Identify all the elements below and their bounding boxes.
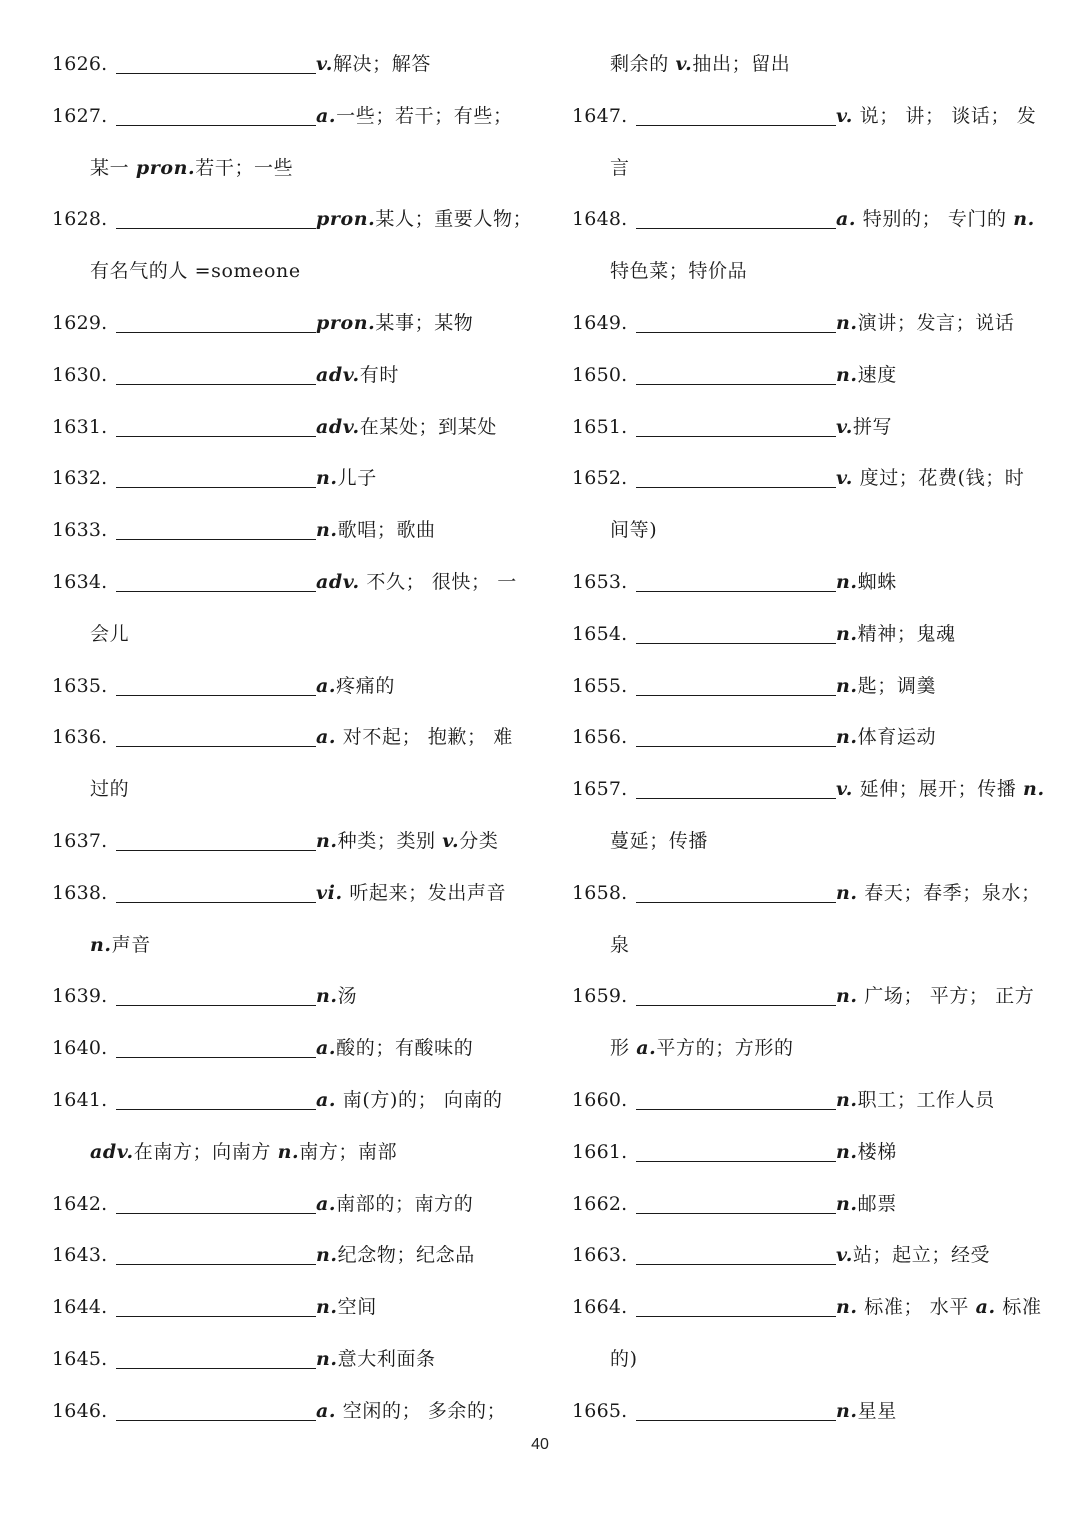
answer-blank[interactable] (636, 694, 836, 696)
definition-text: 抽出；留出 (692, 53, 791, 75)
part-of-speech: n. (836, 1088, 858, 1111)
answer-blank[interactable] (636, 745, 836, 747)
part-of-speech: n. (90, 933, 112, 956)
answer-blank[interactable] (636, 1004, 836, 1006)
definition (836, 571, 897, 593)
entry-number: 1629. (52, 311, 108, 334)
definition-text: 站；起立；经受 (852, 1244, 991, 1267)
definition-text: 会儿 (90, 622, 130, 645)
definition-text: 特色菜；特价品 (610, 260, 748, 283)
definition (836, 364, 897, 386)
vocab-entry (572, 868, 1042, 920)
part-of-speech: adv. (316, 570, 360, 593)
entry-number: 1633. (52, 519, 108, 542)
part-of-speech: pron. (135, 156, 196, 179)
definition-continuation (572, 1023, 1042, 1075)
entry-number: 1637. (52, 829, 108, 852)
definition-text: 演讲；发言；说话 (857, 311, 1015, 334)
definition-text: 的) (610, 1347, 638, 1370)
part-of-speech: v. (836, 415, 853, 438)
definition-continuation (52, 609, 522, 661)
part-of-speech: n. (1023, 778, 1045, 801)
definition-text: 某事；某物 (375, 311, 474, 334)
vocab-entry (52, 298, 522, 350)
part-of-speech: adv. (90, 1140, 134, 1163)
answer-blank[interactable] (116, 745, 316, 747)
definition-text: 间等) (610, 519, 658, 542)
definition-text: 意大利面条 (337, 1347, 436, 1370)
entry-number: 1647. (572, 104, 628, 127)
vocab-entry (52, 1023, 522, 1075)
vocab-entry (52, 350, 522, 402)
definition-text: 分类 (459, 829, 499, 852)
entry-number: 1648. (572, 208, 628, 231)
entry-number: 1655. (572, 674, 628, 697)
entry-number: 1636. (52, 726, 108, 749)
part-of-speech: v. (836, 104, 853, 127)
definition-text: 春天；春季；泉水； (857, 881, 1041, 904)
definition (836, 416, 892, 438)
part-of-speech: v. (836, 467, 853, 490)
definition (316, 105, 513, 127)
definition-continuation (572, 1334, 1042, 1386)
definition (316, 1348, 436, 1370)
part-of-speech: n. (316, 985, 338, 1008)
vocab-entry (52, 557, 522, 609)
entry-number: 1651. (572, 415, 628, 438)
entry-number: 1641. (52, 1088, 108, 1111)
definition-text: 汤 (337, 985, 358, 1008)
definition (316, 1296, 377, 1318)
definition-text: 某人；重要人物； (375, 208, 533, 231)
entry-number: 1664. (572, 1296, 628, 1319)
definition-text: 有时 (359, 363, 399, 386)
answer-blank[interactable] (116, 1108, 316, 1110)
right-column (572, 39, 1045, 1438)
definition-text: 某一 (90, 156, 136, 179)
vocab-entry (572, 350, 1042, 402)
definition (836, 726, 936, 748)
definition (836, 1141, 897, 1163)
entry-number: 1634. (52, 570, 108, 593)
vocab-entry (52, 816, 522, 868)
vocab-entry (52, 1282, 522, 1334)
definition-text: 职工；工作人员 (857, 1088, 995, 1111)
part-of-speech: n. (836, 1399, 858, 1422)
vocab-entry (52, 1075, 522, 1127)
vocab-entry (572, 91, 1042, 143)
definition-text: 歌唱；歌曲 (337, 519, 436, 542)
entry-number: 1663. (572, 1244, 628, 1267)
part-of-speech: n. (316, 829, 338, 852)
answer-blank[interactable] (636, 124, 836, 126)
answer-blank[interactable] (116, 1419, 316, 1421)
part-of-speech: n. (836, 985, 858, 1008)
answer-blank[interactable] (636, 590, 836, 592)
entry-number: 1660. (572, 1088, 628, 1111)
definition-text: 形 (610, 1037, 637, 1060)
definition (316, 1244, 475, 1266)
part-of-speech: adv. (316, 415, 360, 438)
entry-number: 1638. (52, 881, 108, 904)
answer-blank[interactable] (636, 1419, 836, 1421)
definition (836, 1193, 897, 1215)
answer-blank[interactable] (116, 849, 316, 851)
answer-blank[interactable] (116, 1004, 316, 1006)
vocab-entry (52, 505, 522, 557)
definition-text: 邮票 (857, 1192, 897, 1215)
part-of-speech: pron. (316, 208, 376, 231)
vocab-entry (572, 453, 1042, 505)
definition-text: 延伸；展开；传播 (852, 778, 1024, 801)
part-of-speech: n. (277, 1140, 300, 1163)
vocab-entry (572, 194, 1042, 246)
answer-blank[interactable] (116, 486, 316, 488)
definition-text: 蔓延；传播 (610, 829, 709, 852)
definition-text: 标准； 水平 (857, 1296, 976, 1319)
definition-continuation (52, 246, 522, 298)
answer-blank[interactable] (116, 331, 316, 333)
definition (316, 53, 431, 75)
vocab-entry (52, 1334, 522, 1386)
vocab-entry (572, 402, 1042, 454)
answer-blank[interactable] (636, 331, 836, 333)
definition (316, 1037, 473, 1059)
page-number: 40 (531, 1436, 549, 1453)
definition-text: 在南方；向南方 (133, 1140, 278, 1163)
vocab-entry (572, 712, 1042, 764)
definition (836, 985, 1034, 1007)
entry-number: 1628. (52, 208, 108, 231)
definition (836, 1400, 897, 1422)
vocab-entry (572, 1230, 1042, 1282)
entry-number: 1627. (52, 104, 108, 127)
definition (836, 1296, 1042, 1318)
answer-blank[interactable] (116, 1315, 316, 1317)
vocab-entry (572, 1075, 1042, 1127)
definition-text: 说； 讲； 谈话； 发 (852, 104, 1037, 127)
vocab-entry (572, 1127, 1042, 1179)
part-of-speech: a. (316, 104, 337, 127)
part-of-speech: n. (836, 1140, 858, 1163)
part-of-speech: a. (636, 1037, 657, 1060)
definition-text: 体育运动 (857, 726, 937, 749)
answer-blank[interactable] (636, 383, 836, 385)
part-of-speech: n. (836, 1296, 858, 1319)
vocab-entry (572, 1179, 1042, 1231)
entry-number: 1639. (52, 985, 108, 1008)
definition-continuation (52, 143, 522, 195)
part-of-speech: a. (316, 1192, 337, 1215)
definition-text: 南方；南部 (299, 1140, 398, 1163)
answer-blank[interactable] (116, 901, 316, 903)
part-of-speech: n. (836, 311, 858, 334)
entry-number: 1644. (52, 1296, 108, 1319)
definition (316, 208, 532, 230)
definition-text: 若干；一些 (195, 156, 294, 179)
answer-blank[interactable] (116, 538, 316, 540)
vocab-entry (52, 868, 522, 920)
vocab-entry (52, 194, 533, 246)
part-of-speech: v. (836, 1244, 853, 1267)
part-of-speech: v. (442, 829, 460, 852)
definition-text: 酸的；有酸味的 (336, 1037, 474, 1060)
definition (316, 1193, 473, 1215)
answer-blank[interactable] (636, 1263, 836, 1265)
entry-number: 1650. (572, 363, 628, 386)
vocab-entry (572, 1282, 1042, 1334)
entry-number: 1640. (52, 1037, 108, 1060)
definition-text: 一些；若干；有些； (336, 104, 513, 127)
answer-blank[interactable] (116, 1056, 316, 1058)
part-of-speech: a. (316, 1399, 337, 1422)
vocab-entry (572, 298, 1042, 350)
entry-number: 1635. (52, 674, 108, 697)
definition-text: 有名气的人 =someone (90, 260, 301, 283)
definition (316, 1089, 503, 1111)
definition (316, 675, 395, 697)
definition-text: 蜘蛛 (857, 570, 897, 593)
definition-text: 解决；解答 (332, 53, 431, 75)
part-of-speech: a. (836, 208, 857, 231)
answer-blank[interactable] (116, 1212, 316, 1214)
definition-text: 纪念物；纪念品 (337, 1244, 475, 1267)
definition (836, 312, 1014, 334)
vocab-entry (572, 609, 1042, 661)
answer-blank[interactable] (116, 694, 316, 696)
definition (836, 208, 1035, 230)
answer-blank[interactable] (636, 797, 836, 799)
answer-blank[interactable] (116, 1263, 316, 1265)
definition (316, 1400, 506, 1422)
definition (836, 623, 956, 645)
entry-number: 1643. (52, 1244, 108, 1267)
definition-text: 特别的； 专门的 (856, 208, 1014, 231)
answer-blank[interactable] (636, 486, 836, 488)
part-of-speech: v. (675, 53, 693, 75)
definition (316, 830, 498, 852)
part-of-speech: a. (316, 1088, 337, 1111)
definition-text: 空间 (337, 1296, 377, 1319)
entry-number: 1656. (572, 726, 628, 749)
definition-text: 儿子 (337, 467, 377, 490)
answer-blank[interactable] (636, 901, 836, 903)
part-of-speech: n. (836, 674, 858, 697)
part-of-speech: n. (836, 622, 858, 645)
definition-text: 广场； 平方； 正方 (857, 985, 1035, 1008)
entry-number: 1659. (572, 985, 628, 1008)
vocab-entry (572, 557, 1042, 609)
definition-text: 疼痛的 (336, 674, 395, 697)
part-of-speech: n. (836, 1192, 858, 1215)
part-of-speech: adv. (316, 363, 360, 386)
definition-text: 空闲的； 多余的； (336, 1399, 507, 1422)
vocab-entry (572, 971, 1042, 1023)
part-of-speech: n. (316, 467, 338, 490)
vocab-entry (52, 453, 522, 505)
definition (836, 467, 1024, 489)
entry-number: 1654. (572, 622, 628, 645)
answer-blank[interactable] (116, 1367, 316, 1369)
definition-text: 过的 (90, 778, 130, 801)
part-of-speech: n. (316, 1244, 338, 1267)
vocab-entry (572, 764, 1045, 816)
definition (316, 519, 436, 541)
definition-continuation (572, 816, 1042, 868)
definition-text: 南部的；南方的 (336, 1192, 474, 1215)
entry-number: 1645. (52, 1347, 108, 1370)
answer-blank[interactable] (636, 435, 836, 437)
part-of-speech: v. (836, 778, 853, 801)
entry-number: 1631. (52, 415, 108, 438)
part-of-speech: a. (316, 1037, 337, 1060)
answer-blank[interactable] (636, 1160, 836, 1162)
definition-text: 声音 (111, 933, 151, 956)
definition-text: 言 (610, 156, 630, 179)
entry-number: 1626. (52, 53, 108, 75)
definition-continuation (572, 246, 1042, 298)
vocab-entry (52, 971, 522, 1023)
part-of-speech: n. (316, 519, 338, 542)
answer-blank[interactable] (116, 72, 316, 74)
answer-blank[interactable] (636, 1212, 836, 1214)
definition-continuation (52, 1127, 522, 1179)
definition-text: 度过；花费(钱；时 (852, 467, 1025, 490)
definition-text: 听起来；发出声音 (342, 881, 507, 904)
entry-number: 1630. (52, 363, 108, 386)
entry-number: 1653. (572, 570, 628, 593)
answer-blank[interactable] (636, 642, 836, 644)
vocab-entry (52, 1386, 522, 1438)
part-of-speech: n. (836, 881, 858, 904)
part-of-speech: n. (836, 570, 858, 593)
definition-text: 星星 (857, 1399, 897, 1422)
definition-continuation (572, 920, 1042, 972)
entry-number: 1662. (572, 1192, 628, 1215)
definition (316, 467, 377, 489)
definition-text: 对不起； 抱歉； 难 (336, 726, 513, 749)
entry-number: 1661. (572, 1140, 628, 1163)
part-of-speech: a. (316, 726, 337, 749)
definition-text: 不久； 很快； 一 (359, 570, 517, 593)
entry-number: 1632. (52, 467, 108, 490)
definition-text: 剩余的 (610, 53, 676, 75)
definition-text: 种类；类别 (337, 829, 443, 852)
definition (836, 675, 936, 697)
part-of-speech: v. (316, 53, 333, 75)
part-of-speech: n. (836, 363, 858, 386)
definition-continuation (572, 505, 1042, 557)
entry-number: 1665. (572, 1399, 628, 1422)
answer-blank[interactable] (636, 227, 836, 229)
part-of-speech: n. (316, 1296, 338, 1319)
definition-text: 楼梯 (857, 1140, 897, 1163)
vocab-entry (52, 661, 522, 713)
answer-blank[interactable] (116, 124, 316, 126)
answer-blank[interactable] (116, 227, 316, 229)
definition-text: 在某处；到某处 (359, 415, 497, 438)
answer-blank[interactable] (116, 383, 316, 385)
answer-blank[interactable] (116, 590, 316, 592)
definition-text: 标准 (995, 1296, 1042, 1319)
vocab-entry (52, 402, 522, 454)
part-of-speech: n. (316, 1347, 338, 1370)
definition (316, 364, 399, 386)
entry-number: 1657. (572, 778, 628, 801)
definition (836, 882, 1041, 904)
definition (316, 416, 497, 438)
definition-text: 南(方)的； 向南的 (336, 1088, 503, 1111)
definition (316, 312, 473, 334)
part-of-speech: vi. (316, 881, 343, 904)
answer-blank[interactable] (636, 1108, 836, 1110)
definition (316, 571, 517, 593)
vocab-entry (572, 661, 1042, 713)
vocab-entry (52, 1230, 522, 1282)
vocab-entry (52, 91, 522, 143)
definition-text: 速度 (857, 363, 897, 386)
entry-number: 1658. (572, 881, 628, 904)
part-of-speech: n. (1013, 208, 1035, 231)
entry-number: 1649. (572, 311, 628, 334)
definition-continuation (572, 143, 1042, 195)
part-of-speech: pron. (316, 311, 376, 334)
definition-text: 精神；鬼魂 (857, 622, 956, 645)
part-of-speech: a. (975, 1296, 996, 1319)
definition-text: 泉 (610, 933, 630, 956)
definition (316, 882, 506, 904)
answer-blank[interactable] (116, 435, 316, 437)
definition-continuation (572, 39, 1042, 91)
entry-number: 1642. (52, 1192, 108, 1215)
definition (316, 726, 513, 748)
entry-number: 1646. (52, 1399, 108, 1422)
definition (836, 105, 1036, 127)
definition (836, 1089, 995, 1111)
definition (316, 985, 357, 1007)
vocab-entry (52, 1179, 522, 1231)
definition-text: 拼写 (852, 415, 893, 438)
definition-text: 平方的；方形的 (656, 1037, 794, 1060)
definition-text: 匙；调羹 (857, 674, 937, 697)
vocab-entry (52, 712, 522, 764)
left-column (52, 39, 533, 1438)
definition-continuation (52, 764, 522, 816)
definition-continuation (52, 920, 522, 972)
definition (836, 778, 1045, 800)
entry-number: 1652. (572, 467, 628, 490)
answer-blank[interactable] (636, 1315, 836, 1317)
part-of-speech: n. (836, 726, 858, 749)
definition (836, 1244, 990, 1266)
vocab-entry (572, 1386, 1042, 1438)
vocab-entry (52, 39, 522, 91)
part-of-speech: a. (316, 674, 337, 697)
